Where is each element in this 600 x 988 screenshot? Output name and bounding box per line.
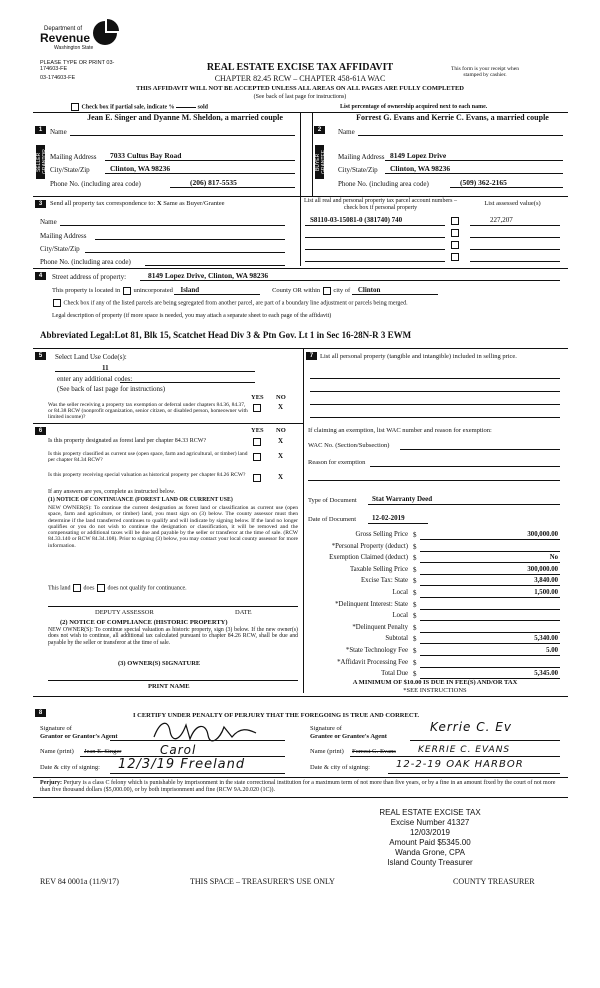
located-line (52, 286, 438, 295)
stamp-line1: REAL ESTATE EXCISE TAX (379, 808, 481, 817)
ref-number: 03-174603-FE (40, 75, 76, 81)
parcel-3-checkbox[interactable] (451, 241, 459, 249)
doc-date-label: Date of Document (308, 516, 357, 523)
tax-row-label: *State Technology Fee (345, 647, 408, 654)
forest-question: Is this property designated as forest land per chapter 84.33 RCW? (48, 438, 207, 444)
tax-row-label: Total Due (381, 670, 408, 678)
sold-label: sold (197, 104, 209, 111)
city-of-checkbox[interactable] (323, 287, 331, 295)
parcel-header: List all real and personal property tax parcel account numbers – check box if personal property (304, 198, 457, 211)
segregation-label: Check box if any of the listed parcels are being segregated from another parcel, are part of a boundary line adjustment or parcels being merged. (63, 300, 408, 307)
partial-sale-label: Check box if partial sale, indicate % (81, 104, 175, 111)
historic-yes-checkbox[interactable] (253, 474, 261, 482)
county-or-label: County OR within (272, 287, 321, 294)
form-chapter: CHAPTER 82.45 RCW – CHAPTER 458-61A WAC (214, 74, 386, 83)
city-of-label: city of (333, 287, 351, 294)
seller-mailing-label: Mailing Address (50, 153, 97, 161)
stamp-line2: Excise Number 41327 (390, 818, 470, 827)
land-use-code: 11 (102, 364, 109, 372)
land-use-see-back: (See back of last page for instructions) (57, 385, 166, 393)
assessed-header: List assessed value(s) (484, 200, 541, 207)
seller-phone-value: (206) 817-5535 (190, 178, 237, 187)
stamp-line3: 12/03/2019 (409, 828, 451, 837)
stamp-line4: Amount Paid $5345.00 (389, 838, 471, 847)
warning: THIS AFFIDAVIT WILL NOT BE ACCEPTED UNLESS ALL AREAS ON ALL PAGES ARE FULLY COMPLETED (136, 85, 464, 92)
city-value: Clinton (352, 286, 438, 295)
qualify-line (48, 584, 187, 592)
tax-row-value: 300,000.00 (527, 565, 558, 573)
section-6-number: 6 (35, 427, 46, 435)
yes-header-2: YES (251, 427, 264, 434)
grantor-name-hand: Carol (160, 743, 197, 757)
section-1-number: 1 (35, 126, 46, 134)
perjury-text: Perjury is a class C felony which is punishable by imprisonment in the state correctional institution for a maximum term of not more than five years, or by a fine in an amount fixed by the court of not more than five thousand dollars ($5,000.00), or by both imprisonment and fine (RCW 9A.20.020 (1C)). (40, 780, 556, 793)
historic-no-answer[interactable]: X (278, 473, 284, 481)
no-header-2: NO (276, 427, 286, 434)
form-title: REAL ESTATE EXCISE TAX AFFIDAVIT (206, 62, 394, 73)
parcel-1-checkbox[interactable] (451, 217, 459, 225)
tax-row-label: *Affidavit Processing Fee (337, 658, 408, 666)
seller-city-label: City/State/Zip (50, 166, 90, 174)
notice2-text: NEW OWNER(S): To continue special valuation as historic property, sign (3) below. If the new owner(s) does not wish to continue, all additional tax calculated pursuant to chapter 84.26 RCW, shall be due and payable by the seller or transferor at the time of sale. (48, 627, 298, 646)
doc-date-value: 12-02-2019 (372, 514, 405, 522)
correspondence-label: Send all property tax correspondence to: (50, 200, 156, 207)
tax-row-dollar: $ (413, 623, 417, 632)
stamp-line5: Wanda Grone, CPA (395, 848, 465, 857)
see-instructions: *SEE INSTRUCTIONS (403, 687, 467, 694)
assessor-date: DATE (235, 609, 252, 616)
grantor-sig-label2: Grantor or Grantor's Agent (40, 733, 118, 740)
doc-type-value: Stat Warranty Deed (372, 495, 433, 503)
tax-row-dollar: $ (413, 670, 417, 679)
tax-row-label: Exemption Claimed (deduct) (329, 554, 408, 562)
tax-row-label: Gross Selling Price (355, 531, 408, 538)
tax-row-value: 5.00 (546, 647, 558, 654)
seller-side-label: SELLER GRANTOR (36, 145, 45, 179)
minimum-note: A MINIMUM OF $10.00 IS DUE IN FEE(S) AND/OR TAX (352, 679, 518, 686)
grantee-date-label: Date & city of signing: (310, 764, 370, 771)
correspondence-same-as: Same as Buyer/Grantee (163, 200, 225, 207)
located-in-label: This property is located in (52, 287, 121, 294)
grantor-name-print-label: Name (print) (40, 748, 74, 755)
buyer-side-label: BUYER GRANTEE (315, 145, 324, 179)
dept-line2: Revenue (40, 31, 91, 45)
partial-sale-checkbox[interactable] (71, 103, 79, 111)
parcel-value: S8110-03-15081-0 (381740) 740 (310, 216, 403, 224)
tax-row-label: *Delinquent Penalty (352, 623, 408, 631)
section-2-number: 2 (314, 126, 325, 134)
perjury-note (40, 780, 565, 794)
section-5-number: 5 (35, 352, 46, 360)
tax-row-dollar: $ (413, 635, 417, 644)
county-value: Island (174, 286, 260, 295)
notice2-title: (2) NOTICE OF COMPLIANCE (HISTORIC PROPERTY) (60, 619, 228, 626)
tax-row-dollar: $ (413, 554, 417, 563)
does-label: does (83, 585, 95, 592)
section-7-number: 7 (306, 352, 317, 360)
tax-row-dollar: $ (413, 542, 417, 551)
tax-row-label: Excise Tax: State (361, 577, 408, 585)
buyer-phone-value: (509) 362-2165 (460, 178, 507, 187)
grantor-name-typed: Jean E. Singer (84, 748, 122, 755)
tax-row-dollar: $ (413, 565, 417, 574)
grantor-date-label: Date & city of signing: (40, 764, 100, 771)
dor-logo-icon (90, 18, 120, 48)
tax-row-label: Taxable Selling Price (349, 565, 408, 573)
tax-row-label: Local (392, 589, 408, 596)
historic-question: Is this property receiving special valuation as historical property per chapter 84.26 RCW? (48, 472, 246, 478)
yes-header-1: YES (251, 394, 264, 401)
tax-row-value: No (549, 554, 558, 562)
tax-row-dollar: $ (413, 612, 417, 621)
dept-line1: Department of (44, 26, 83, 32)
tax-row-dollar: $ (413, 531, 417, 539)
tax-row-label: Local (392, 612, 408, 620)
this-land-label: This land (48, 585, 71, 592)
s3-phone-label: Phone No. (including area code) (40, 258, 131, 266)
grantee-sig-label2: Grantee or Grantee's Agent (310, 733, 387, 740)
forest-yes-checkbox[interactable] (253, 438, 261, 446)
parcel-2-checkbox[interactable] (451, 229, 459, 237)
reason-label: Reason for exemption (308, 459, 366, 466)
street-label: Street address of property: (52, 273, 127, 281)
grantor-sig-label1: Signature of (40, 725, 72, 732)
abbrev-legal: Abbreviated Legal:Lot 81, Blk 15, Scatchet Head Div 3 & Ptn Gov. Lt 1 in Sec 16-28N-R 3 EWM (40, 330, 412, 340)
seller-mailing-value: 7033 Cultus Bay Road (110, 151, 182, 160)
legal-desc-label: Legal description of property (if more space is needed, you may attach a separate sheet to each page of the affidavit) (52, 313, 332, 319)
partial-sale (70, 103, 208, 111)
tax-row-value: 1,500.00 (534, 589, 558, 596)
county-treasurer: COUNTY TREASURER (453, 877, 535, 886)
tax-row-dollar: $ (413, 589, 417, 597)
seller-name-label: Name (50, 128, 67, 136)
exemption-no-answer[interactable]: X (278, 403, 284, 411)
seller-name-value: Jean E. Singer and Dyanne M. Sheldon, a married couple (87, 113, 283, 122)
tax-row-dollar: $ (413, 577, 417, 586)
tax-row-dollar: $ (413, 658, 417, 667)
grantee-signature[interactable]: Kerrie C. Ev (430, 720, 512, 734)
wac-label: WAC No. (Section/Subsection) (308, 442, 390, 449)
stamp-line6: Island County Treasurer (387, 858, 473, 867)
please-type: PLEASE TYPE OR PRINT 03-174603-FE (40, 60, 115, 72)
buyer-name-label: Name (338, 128, 355, 136)
if-yes-note: If any answers are yes, complete as instructed below. (48, 489, 176, 495)
notice1-title: (1) NOTICE OF CONTINUANCE (FOREST LAND OR CURRENT USE) (48, 497, 233, 503)
grantee-name-hand: KERRIE C. EVANS (418, 745, 511, 755)
current-use-question: Is this property classified as current use (open space, farm and agricultural, or timber) land per chapter 84.34 RCW? (48, 451, 248, 463)
exemption-yes-checkbox[interactable] (253, 404, 261, 412)
tax-row-dollar: $ (413, 600, 417, 609)
tax-row-value: 300,000.00 (527, 531, 558, 538)
buyer-name-value: Forrest G. Evans and Kerrie C. Evans, a married couple (356, 113, 549, 122)
s3-city-label: City/State/Zip (40, 245, 80, 253)
tax-row-dollar: $ (413, 647, 417, 655)
grantee-name-print-label: Name (print) (310, 748, 344, 755)
perjury-label: Perjury: (40, 780, 62, 786)
section-3-number: 3 (35, 200, 46, 208)
grantee-sig-label1: Signature of (310, 725, 342, 732)
treasurer-space: THIS SPACE – TREASURER'S USE ONLY (190, 877, 335, 886)
exemption-label: If claiming an exemption, list WAC number and reason for exemption: (308, 427, 492, 434)
buyer-phone-label: Phone No. (including area code) (338, 180, 429, 188)
tax-row-label: *Delinquent Interest: State (335, 600, 408, 608)
assessed-value: 227,207 (490, 216, 513, 224)
grantee-date-hand: 12-2-19 OAK HARBOR (396, 759, 524, 770)
treasurer-stamp (360, 808, 500, 868)
buyer-mailing-value: 8149 Lopez Drive (390, 151, 447, 160)
grantee-name-typed: Forrest G. Evans (352, 748, 396, 755)
seller-city-value: Clinton, WA 98236 (110, 164, 171, 173)
section-8-number: 8 (35, 709, 46, 717)
grantor-date-hand: 12/3/19 Freeland (118, 757, 246, 772)
print-name-label: PRINT NAME (148, 683, 190, 690)
dept-line3: Washington State (54, 45, 94, 51)
current-use-no-answer[interactable]: X (278, 452, 284, 460)
buyer-mailing-label: Mailing Address (338, 153, 385, 161)
exemption-question: Was the seller receiving a property tax exemption or deferral under chapters 84.36, 84.37, or 84.38 RCW (nonprofit organization, senior citizen, or disabled person, homeowner with limited income)? (48, 402, 248, 420)
dor-logo (40, 18, 120, 58)
section-4-number: 4 (35, 272, 46, 280)
deputy-assessor: DEPUTY ASSESSOR (95, 609, 154, 616)
rev-number: REV 84 0001a (11/9/17) (40, 877, 119, 886)
does-not-label: does not qualify for continuance. (107, 585, 187, 592)
tax-row-label: *Personal Property (deduct) (331, 542, 408, 550)
segregation-checkbox[interactable] (53, 299, 61, 307)
current-use-yes-checkbox[interactable] (253, 453, 261, 461)
street-value: 8149 Lopez Drive, Clinton, WA 98236 (148, 271, 269, 280)
receipt-note: This form is your receipt when stamped by cashier. (451, 66, 519, 78)
buyer-city-label: City/State/Zip (338, 166, 378, 174)
buyer-city-value: Clinton, WA 98236 (390, 164, 451, 173)
land-use-label: Select Land Use Code(s): (55, 353, 127, 361)
unincorporated-checkbox[interactable] (123, 287, 131, 295)
tax-row-value: 5,345.00 (534, 670, 558, 678)
tax-row-label: Subtotal (385, 635, 408, 643)
no-header-1: NO (276, 394, 286, 401)
doc-type-label: Type of Document (308, 497, 357, 504)
instructions-note: (See back of last page for instructions) (253, 94, 347, 100)
seller-phone-label: Phone No. (including area code) (50, 180, 141, 188)
tax-row-value: 5,340.00 (534, 635, 558, 643)
s3-name-label: Name (40, 218, 57, 226)
does-checkbox[interactable] (73, 584, 81, 592)
ownership-note: List percentage of ownership acquired next to each name. (340, 104, 488, 110)
segregation-line (52, 299, 408, 307)
forest-no-answer[interactable]: X (278, 437, 284, 445)
certify-statement: I CERTIFY UNDER PENALTY OF PERJURY THAT THE FOREGOING IS TRUE AND CORRECT. (133, 712, 420, 719)
unincorporated-label: unincorporated (133, 287, 173, 294)
personal-property-label: List all personal property (tangible and intangible) included in selling price. (320, 353, 517, 360)
additional-codes: enter any additional codes: (57, 375, 133, 383)
owner-signature-label: (3) OWNER(S) SIGNATURE (118, 660, 201, 667)
does-not-checkbox[interactable] (97, 584, 105, 592)
correspondence-line (50, 200, 225, 207)
correspondence-checked[interactable]: X (156, 200, 162, 207)
parcel-4-checkbox[interactable] (451, 253, 459, 261)
tax-row-value: 3,840.00 (534, 577, 558, 585)
s3-mailing-label: Mailing Address (40, 232, 87, 240)
notice1-text: NEW OWNER(S): To continue the current designation as forest land or classification as current use (open space, farm and agriculture, or timber) land, you must sign on (3) below. The county assessor must then determine if the land transferred continues to qualify and will indicate by signing below. If the land no longer qualifies or you do not wish to continue the designation or classification, it will be removed and the compensating or additional taxes will be due and payable by the seller or transferor at the time of sale. (RCW 84.33.140 or RCW 84.34.108). Prior to signing (3) below, you may contact your local county assessor for more information. (48, 505, 298, 549)
